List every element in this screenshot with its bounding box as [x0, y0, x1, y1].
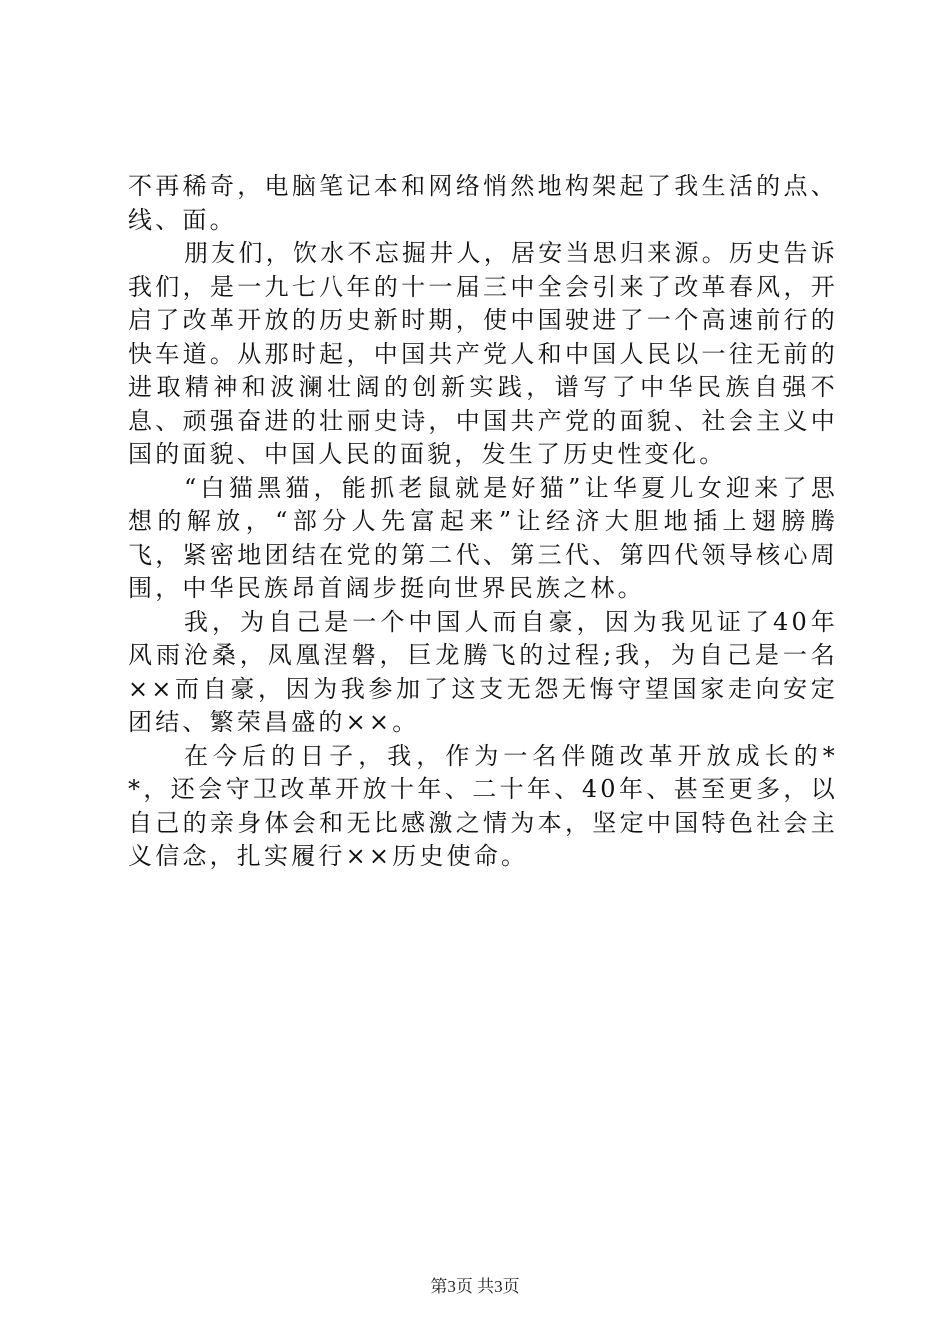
paragraph-white-cat-black-cat: “白猫黑猫，能抓老鼠就是好猫”让华夏儿女迎来了思想的解放，“部分人先富起来”让经济大胆地插上翅膀腾飞，紧密地团结在党的第二代、第三代、第四代领导核心周围，中华民族昂首阔步挺向世界民族之林。 [128, 473, 838, 602]
paragraph-continuation: 不再稀奇，电脑笔记本和网络悄然地构架起了我生活的点、线、面。 [128, 172, 838, 234]
paragraph-pride: 我，为自己是一个中国人而自豪，因为我见证了40年风雨沧桑，凤凰涅磐，巨龙腾飞的过程;我，为自己是一名××而自豪，因为我参加了这支无怨无悔守望国家走向安定团结、繁荣昌盛的××。 [128, 607, 838, 736]
paragraph-future: 在今后的日子，我，作为一名伴随改革开放成长的**，还会守卫改革开放十年、二十年、40年、甚至更多，以自己的亲身体会和无比感激之情为本，坚定中国特色社会主义信念，扎实履行××历史使命。 [128, 741, 838, 870]
paragraph-history: 朋友们，饮水不忘掘井人，居安当思归来源。历史告诉我们，是一九七八年的十一届三中全会引来了改革春风，开启了改革开放的历史新时期，使中国驶进了一个高速前行的快车道。从那时起，中国共产党人和中国人民以一往无前的进取精神和波澜壮阔的创新实践，谱写了中华民族自强不息、顽强奋进的壮丽史诗，中国共产党的面貌、社会主义中国的面貌、中国人民的面貌，发生了历史性变化。 [128, 239, 838, 468]
document-body [128, 170, 838, 874]
page-number-footer: 第3页 共3页 [430, 1277, 520, 1296]
